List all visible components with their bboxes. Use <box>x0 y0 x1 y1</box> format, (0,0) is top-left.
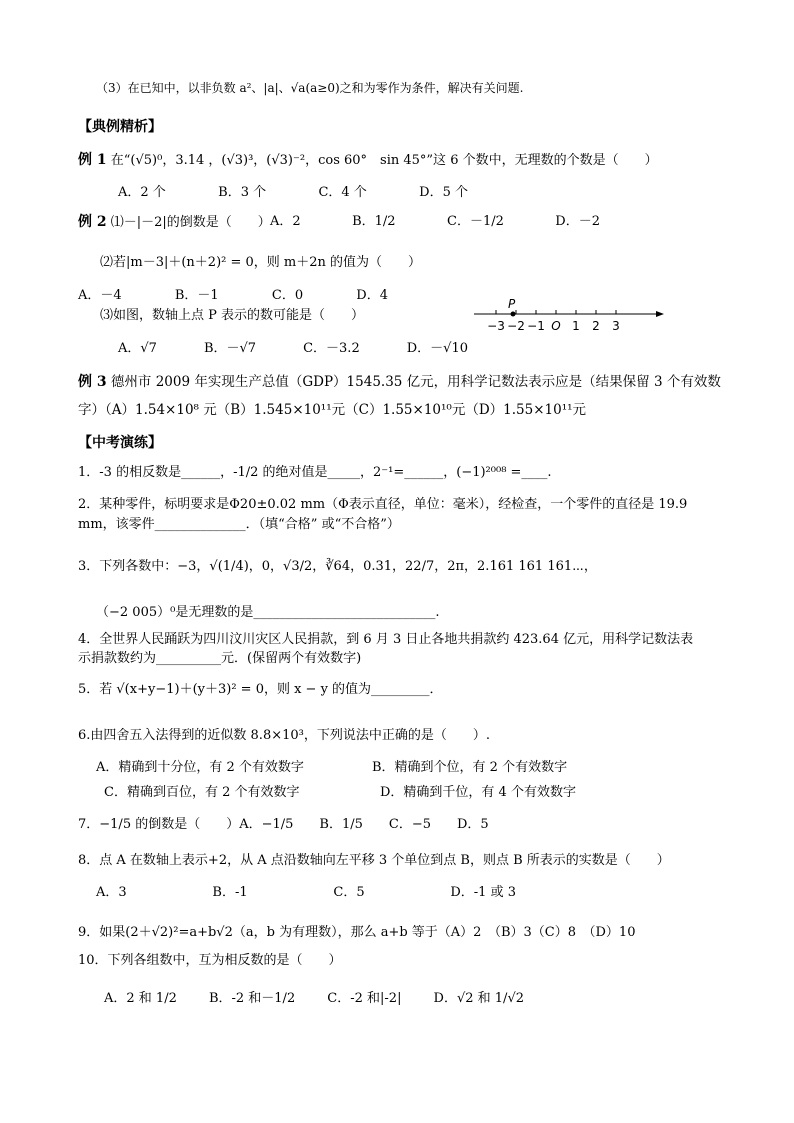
example-2-q3-option-b: B．－√7 <box>203 341 257 356</box>
problem-10-options <box>104 992 524 1005</box>
example-2-q3-stem: ⑶如图，数轴上点 P 表示的数可能是（ ） <box>100 308 365 323</box>
example-2-q3-option-d: D．－√10 <box>406 341 468 356</box>
problem-5: 5．若 √(x+y−1)＋(y＋3)² = 0，则 x − y 的值为_________． <box>78 682 443 697</box>
number-line-figure <box>470 296 670 336</box>
problem-10-stem: 10．下列各组数中，互为相反数的是（ ） <box>78 953 342 968</box>
example-2-q1-option-a: A．2 <box>270 214 301 229</box>
example-2-q1-option-b: B．1/2 <box>352 214 396 229</box>
number-line-tick-label: 3 <box>612 319 620 333</box>
problem-6-option-c: C．精确到百位，有 2 个有效数字 <box>104 785 300 800</box>
example-1-option-c: C．4 个 <box>318 185 367 200</box>
example-2-q1-option-c: C．－1/2 <box>447 214 504 229</box>
section-title-examples: 【典例精析】 <box>78 119 162 135</box>
example-2-q2-option-d: D．4 <box>356 288 388 303</box>
problem-8-option-a: A．3 <box>96 885 127 900</box>
example-3-text: 德州市 2009 年实现生产总值（GDP）1545.35 亿元，用科学记数法表示应是（结果保留 3 个有效数 <box>110 374 721 390</box>
section-title-practice: 【中考演练】 <box>78 435 162 451</box>
problem-10-option-a: A．2 和 1/2 <box>104 991 177 1006</box>
example-2-label: 例 2 <box>78 214 107 230</box>
problem-10-option-d: D．√2 和 1/√2 <box>433 991 524 1006</box>
example-1-option-d: D．5 个 <box>419 185 468 200</box>
example-2-q3-option-c: C．－3.2 <box>303 341 360 356</box>
number-line-tick-label: O <box>551 319 561 333</box>
problem-10-option-c: C．-2 和|-2| <box>327 991 402 1006</box>
problem-4-line-2: 示捐款数约为__________元．(保留两个有效数字) <box>78 651 362 666</box>
problem-8-option-c: C．5 <box>333 885 365 900</box>
example-2-q2-stem: ⑵若|m－3|＋(n＋2)² = 0，则 m＋2n 的值为（ ） <box>100 255 422 270</box>
number-line-tick-label: −2 <box>507 319 525 333</box>
problem-8-option-b: B．-1 <box>212 885 248 900</box>
point-p-label: P <box>508 297 516 311</box>
example-1-stem <box>78 153 658 167</box>
example-2-q2-option-b: B．－1 <box>174 288 219 303</box>
example-1-option-b: B．3 个 <box>218 185 267 200</box>
problem-2-line-1: 2．某种零件，标明要求是Φ20±0.02 mm（Φ表示直径，单位：毫米），经检查，一个零件的直径是 19.9 <box>78 497 688 512</box>
problem-6-stem: 6.由四舍五入法得到的近似数 8.8×10³，下列说法中正确的是（ ）. <box>78 728 490 743</box>
number-line-tick-label: 2 <box>592 319 600 333</box>
example-3-line-1 <box>78 375 721 390</box>
problem-8-option-d: D．-1 或 3 <box>450 885 516 900</box>
example-1-label: 例 1 <box>78 152 107 168</box>
problem-6-option-d: D．精确到千位，有 4 个有效数字 <box>380 785 576 800</box>
problem-2-line-2: mm，该零件______________．（填“合格” 或“不合格”） <box>78 517 400 532</box>
example-1-options <box>118 186 468 199</box>
example-1-question: 在“(√5)⁰，3.14 ，(√3)³，(√3)⁻²，cos 60° sin 45°”这 6 个数中，无理数的个数是（ ） <box>110 153 658 168</box>
example-3-line-2: 字）（A）1.54×10⁸ 元（B）1.545×10¹¹元（C）1.55×10¹⁰元（D）1.55×10¹¹元 <box>78 402 587 418</box>
example-2-q1-option-d: D．－2 <box>555 214 600 229</box>
example-2-q2-option-a: A．－4 <box>78 288 122 303</box>
problem-8-options <box>96 886 516 899</box>
number-line-tick-label: −3 <box>487 319 505 333</box>
example-1-option-a: A．2 个 <box>118 185 166 200</box>
example-2-q1 <box>78 215 271 229</box>
number-line-tick-label: −1 <box>527 319 545 333</box>
example-2-q3-option-a: A．√7 <box>118 341 157 356</box>
problem-1: 1．-3 的相反数是______，-1/2 的绝对值是_____，2⁻¹=______，(−1)²⁰⁰⁸ =____. <box>78 465 552 480</box>
problem-8-stem: 8．点 A 在数轴上表示+2，从 A 点沿数轴向左平移 3 个单位到点 B，则点 B 所表示的实数是（ ） <box>78 853 670 868</box>
problem-9: 9．如果(2＋√2)²=a+b√2（a，b 为有理数），那么 a+b 等于（A）2 （B）3（C）8 （D）10 <box>78 925 636 940</box>
number-line-tick-label: 1 <box>572 319 580 333</box>
problem-6-option-b: B．精确到个位，有 2 个有效数字 <box>372 760 568 775</box>
problem-4-line-1: 4．全世界人民踊跃为四川汶川灾区人民捐款，到 6 月 3 日止各地共捐款约 423.64 亿元，用科学记数法表 <box>78 632 694 647</box>
problem-10-option-b: B．-2 和－1/2 <box>208 991 296 1006</box>
example-2-q1-options <box>270 215 600 228</box>
example-2-q2-option-c: C．0 <box>271 288 304 303</box>
intro-line-3: （3）在已知中，以非负数 a²、|a|、√a(a≥0)之和为零作为条件，解决有关问题. <box>96 81 524 95</box>
problem-3-line-1: 3．下列各数中：−3，√(1/4)，0，√3/2，∛64，0.31，22/7，2π，2.161 161 161⋯， <box>78 559 597 574</box>
example-2-q1-stem: ⑴－|－2|的倒数是（ ） <box>110 215 271 230</box>
example-2-q3-options <box>118 342 468 355</box>
example-2-q2-options <box>78 289 388 302</box>
number-line-arrow <box>656 311 664 317</box>
problem-7: 7．−1/5 的倒数是（ ）A．−1/5 B．1/5 C．−5 D．5 <box>78 817 489 832</box>
example-3-label: 例 3 <box>78 374 107 390</box>
problem-3-line-2: （−2 005）⁰是无理数的是____________________________. <box>96 605 440 620</box>
point-p-dot <box>511 312 516 317</box>
problem-6-option-a: A．精确到十分位，有 2 个有效数字 <box>96 760 304 775</box>
